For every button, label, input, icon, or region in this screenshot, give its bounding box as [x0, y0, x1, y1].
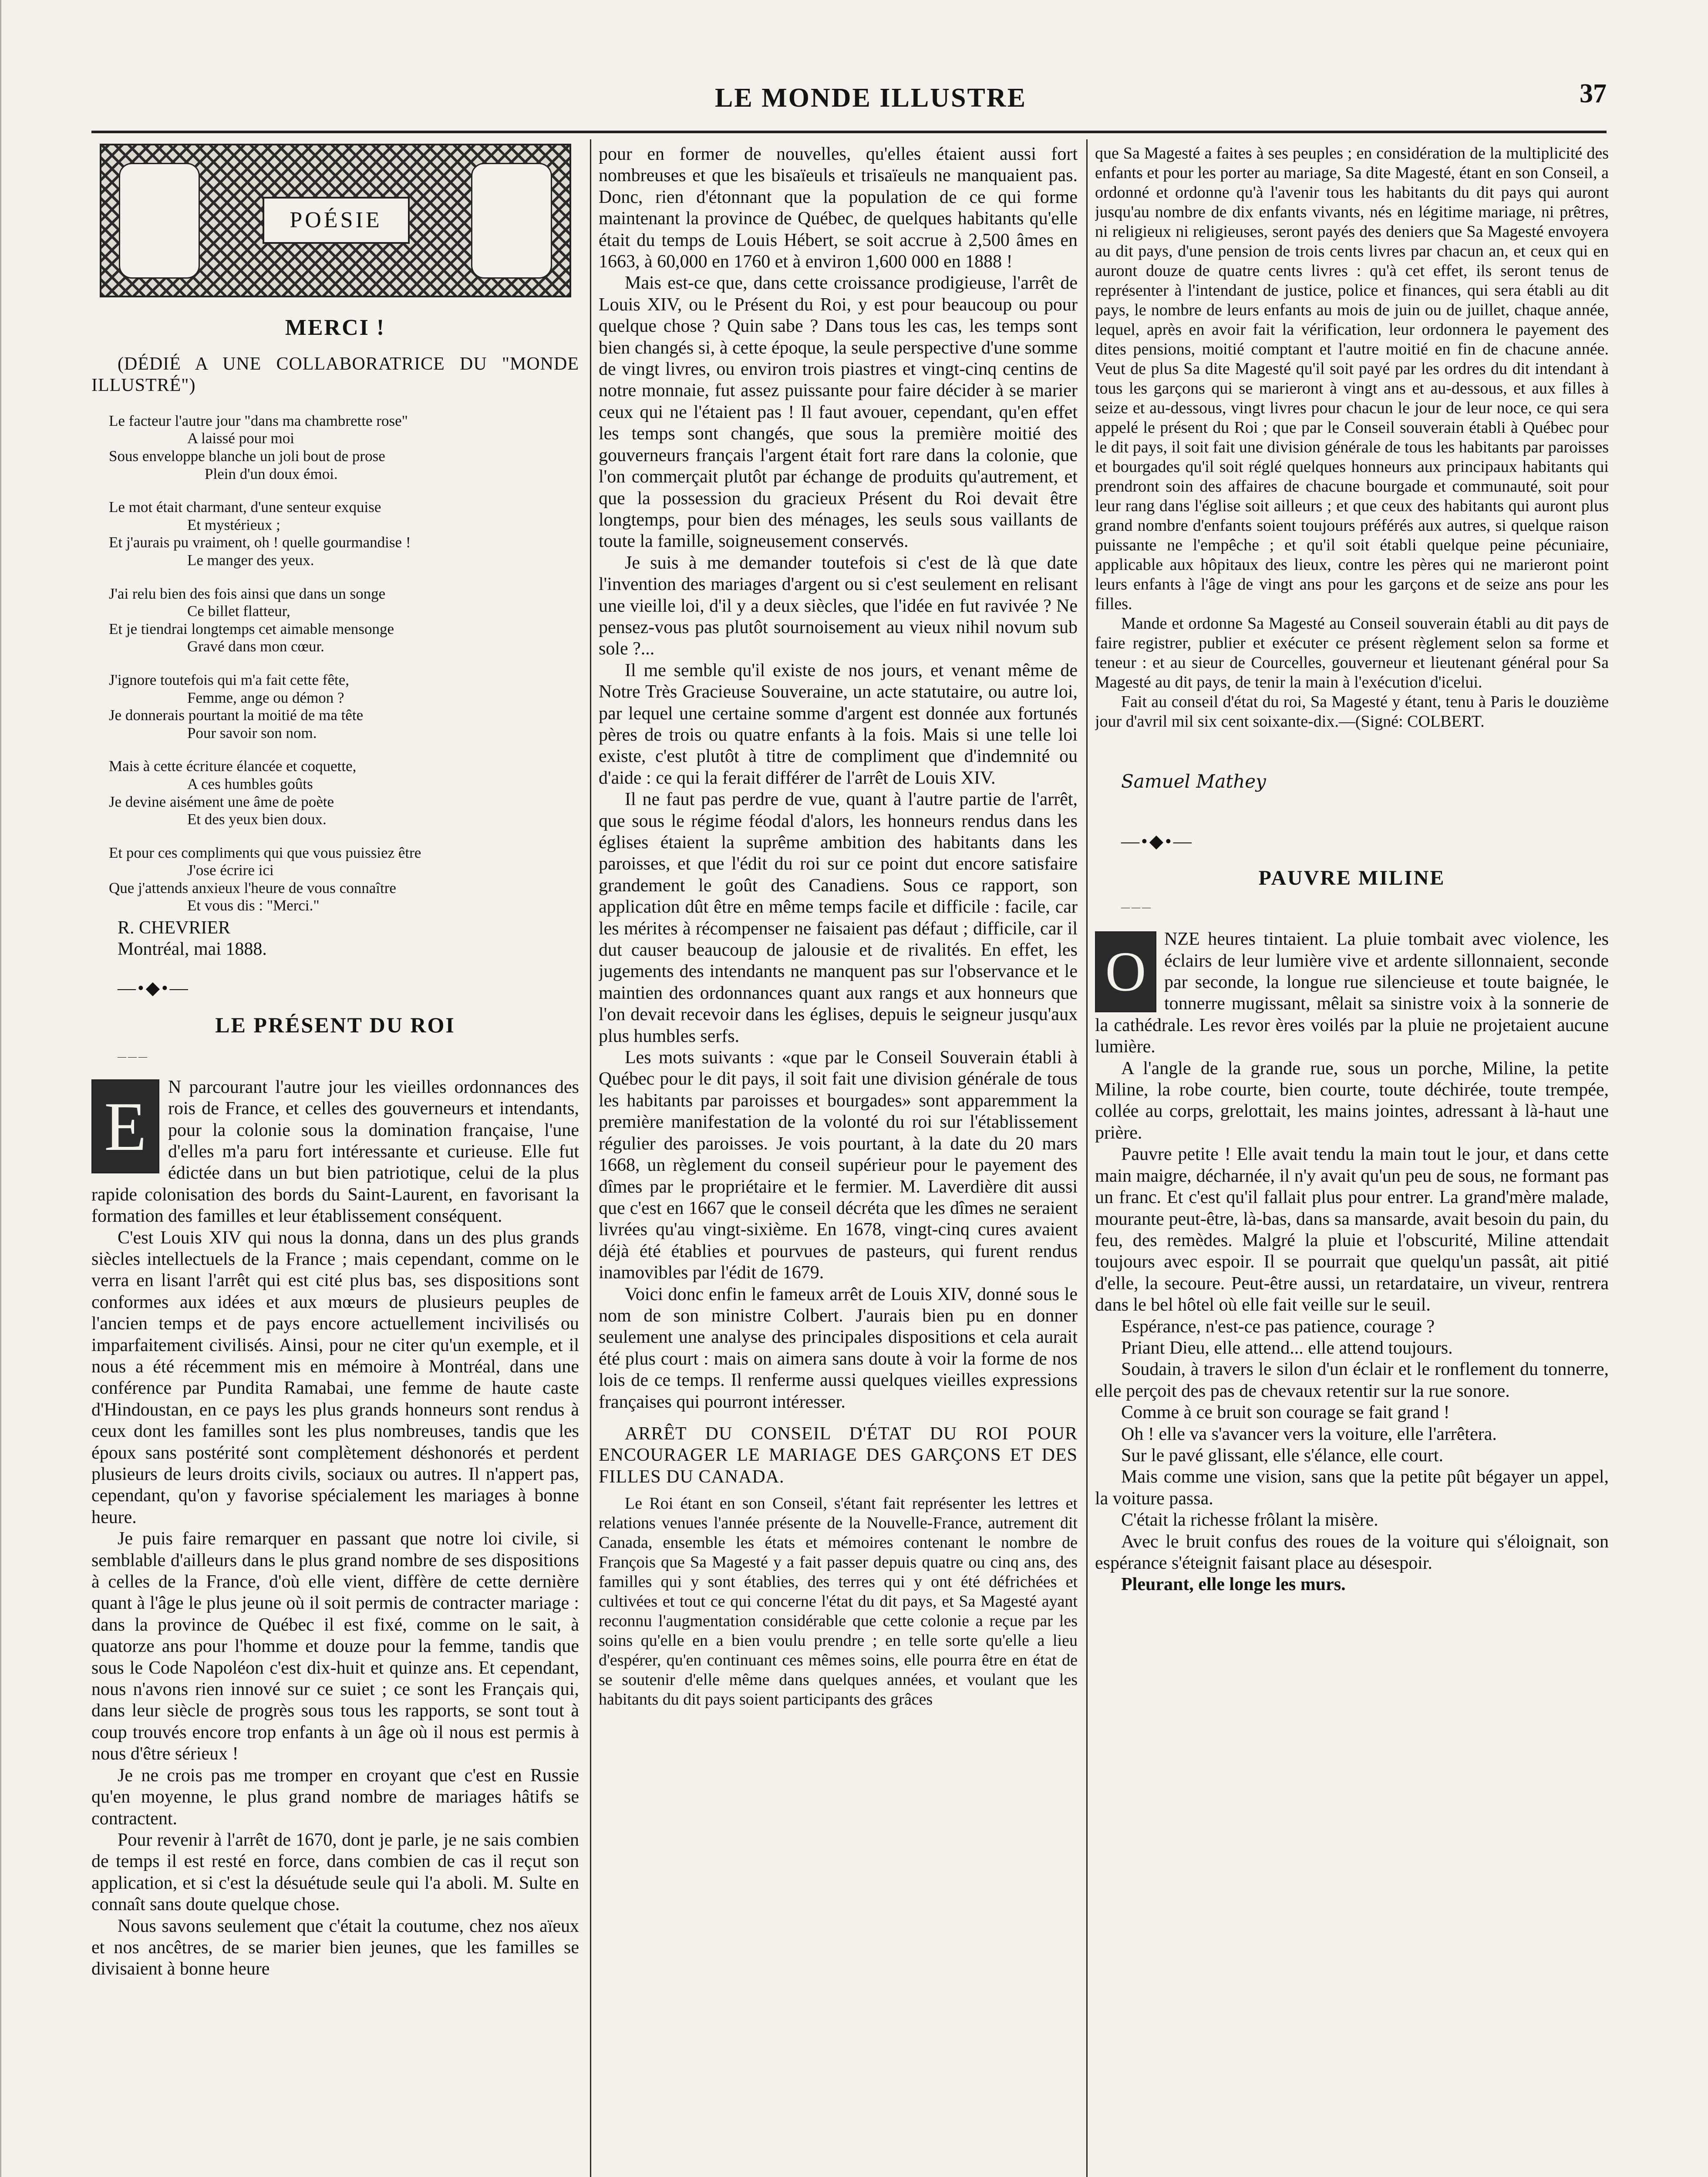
poesie-label: POÉSIE	[263, 197, 410, 244]
story-title: PAUVRE MILINE	[1258, 866, 1445, 890]
article-paragraph: Je suis à me demander toutefois si c'est de là que date l'invention des mariages d'argent ou si c'est seulement en relisant une vieille loi, d'il y a deux siècles, que l'idée en fut ravivée ? Ne pensez-vous pas plutôt sournoisement au vieux nihil novum sub sole ?...	[599, 553, 1078, 659]
story-paragraph: C'était la richesse frôlant la misère.	[1121, 1510, 1378, 1530]
header-rule	[91, 131, 1607, 133]
verse-line: A laissé pour moi	[187, 430, 294, 447]
article-paragraph: Les mots suivants : «que par le Conseil Souverain établi à Québec pour le dit pays, il soit fait une division générale de tous les habitants par paroisses et bourgades» sont apparemment la première manifestation de la volonté du roi sur l'établissement régulier des paroisses. Je vois pourtant, à la date du 20 mars 1668, un règlement du conseil supérieur pour le payement des dîmes par le propriétaire et le fermier. M. Laverdière dit aussi que c'est en 1667 que le conseil décréta que les dîmes ne seraient livrées qu'au vingt-sixième. En 1678, vingt-cinq cures avaient déjà été établies et pourvues de pasteurs, qui furent rendus inamovibles par l'édit de 1679.	[599, 1048, 1078, 1283]
verse-line: J'ignore toutefois qui m'a fait cette fête,	[109, 671, 350, 688]
arret-paragraph: Fait au conseil d'état du roi, Sa Magesté y étant, tenu à Paris le douzième jour d'avril mil six cent soixante-dix.—(Signé: COLBERT.	[1095, 693, 1609, 731]
verse-line: Pour savoir son nom.	[187, 724, 317, 741]
verse-line: Le facteur l'autre jour "dans ma chambrette rose"	[109, 412, 408, 429]
article-paragraph: Je puis faire remarquer en passant que notre loi civile, si semblable d'ailleurs dans le plus grand nombre de ses dispositions à celles de la France, d'où elle vient, diffère de cette dernière quant à l'âge le plus jeune où il soit permis de contracter mariage : dans la province de Québec il est fixé, comme on le sait, à quatorze ans pour l'homme et douze pour la femme, tandis que sous le Code Napoléon c'est dix-huit et quinze ans. Et cependant, nous n'avons rien innové sur ce suiet ; ce sont les Français qui, dans leur siècle de progrès sous tous les rapports, se sont tout à coup trouvés encore trop enfants à un âge où il nous est permis à nous d'être sérieux !	[91, 1529, 579, 1764]
lyre-figure-icon	[471, 163, 552, 279]
verse-line: A ces humbles goûts	[187, 775, 313, 792]
article-paragraph: Il ne faut pas perdre de vue, quant à l'autre partie de l'arrêt, que sous le régime féodal d'alors, les honneurs rendus dans les églises étaient la suprême ambition des habitants dans les paroisses, et que l'édit du roi sur ce point dut encore satisfaire grandement le goût des Canadiens. Sous ce rapport, son application dût être en même temps facile et difficile : facile, car les mérites à récompenser ne faisaient pas défaut ; difficile, car il dut causer beaucoup de jalousie et de rivalités. En effet, les jugements des intendants ne manquent pas sur l'observance et le maintien des ordonnances quant aux rangs et aux honneurs que l'on devait recevoir dans les églises, depuis le seigneur jusqu'aux plus humbles serfs.	[599, 789, 1078, 1046]
arret-paragraph: Le Roi étant en son Conseil, s'étant fait représenter les lettres et relations venues l'année présente de la Nouvelle-France, autrement dit Canada, ensemble les états et mémoires contenant le nombre de François que Sa Magesté y a fait passer depuis quatre ou cinq ans, des familles qui y sont établies, des terres qui y ont été défrichées et cultivées et tout ce qui concerne l'état du dit pays, et Sa Magesté ayant reconnu l'augmentation considérable que cette colonie a reçue par les soins qu'elle en a bien voulu prendre ; en telle sorte qu'elle a lieu d'espérer, qu'en continuant ces mêmes soins, elle pourra être en état de se soutenir d'elle même dans quelques années, et voulant que les habitants du dit pays soient participants des grâces	[599, 1494, 1078, 1709]
story-paragraph: A l'angle de la grande rue, sous un porche, Miline, la petite Miline, la robe courte, bien courte, toute déchirée, toute trempée, collée au corps, grelottait, les mains jointes, adressant à là-haut une prière.	[1095, 1058, 1609, 1143]
article-paragraph: N parcourant l'autre jour les vieilles ordonnances des rois de France, et celles des gouverneurs et intendants, pour la colonie sous la domination française, l'une d'elles m'a paru fort intéressante et curieuse. Elle fut édictée dans un but bien patriotique, celui de la plus rapide colonisation des bords du Saint-Laurent, en favorisant la formation des familles et leur établissement conséquent.	[91, 1077, 579, 1227]
verse-line: Plein d'un doux émoi.	[205, 465, 338, 482]
story-paragraph: Avec le bruit confus des roues de la voiture qui s'éloignait, son espérance s'éteignit faisant place au désespoir.	[1095, 1531, 1609, 1573]
verse-line: Femme, ange ou démon ?	[187, 689, 344, 706]
verse-line: Et mystérieux ;	[187, 516, 280, 533]
verse-line: Que j'attends anxieux l'heure de vous connaître	[109, 879, 396, 896]
article-title: LE PRÉSENT DU ROI	[215, 1013, 455, 1038]
story-paragraph: Mais comme une vision, sans que la petite pût bégayer un appel, la voiture passa.	[1095, 1467, 1609, 1509]
article-paragraph: C'est Louis XIV qui nous la donna, dans un des plus grands siècles intellectuels de la France ; mais cependant, comme on le verra en lisant l'arrêt qui est cité plus bas, ses dispositions sont conformes aux idées et aux mœurs de plusieurs peuples de l'ancien temps et de pays encore actuellement incivilisés ou imparfaitement civilisés. Ainsi, pour ne citer qu'un exemple, et il nous a été récemment mis en mémoire à Montréal, dans une conférence par Pundita Ramabai, une femme de haute caste d'Hindoustan, en ce pays les plus grands honneurs sont rendus à ceux dont les familles sont les plus nombreuses, tandis que les époux sans postérité sont complètement déshonorés et perdent plusieurs de leurs droits civils, sociaux ou autres. Il n'appert pas, cependant, qu'on y favorise spécialement les mariages à bonne heure.	[91, 1227, 579, 1527]
story-paragraph: Sur le pavé glissant, elle s'élance, elle court.	[1121, 1445, 1443, 1466]
verse-line: Et je tiendrai longtemps cet aimable mensonge	[109, 620, 394, 637]
page-number: 37	[1580, 79, 1607, 108]
dropcap-o: O	[1095, 931, 1156, 1012]
poem-dedication: (DÉDIÉ A UNE COLLABORATRICE DU "MONDE ILLUSTRÉ")	[91, 354, 579, 396]
arret-paragraph: que Sa Magesté a faites à ses peuples ; en considération de la multiplicité des enfants et pour les porter au mariage, Sa dite Magesté, étant en son Conseil, a ordonné et ordonne qu'à l'avenir tous les habitants du dit pays qui auront jusqu'au nombre de dix enfants vivants, nés en légitime mariage, ni prêtres, ni religieux ni religieuses, seront payés des deniers que Sa Magesté envoyera au dit pays, d'une pension de trois cents livres par chacun an, et ceux qui en auront douze de quatre cents livres : qu'à cet effet, ils seront tenus de représenter à l'intendant de justice, police et finances, qui sera établi au dit pays, le nombre de leurs enfants au mois de juin ou de juillet, chaque année, lequel, après en avoir fait la vérification, leur ordonnera le payement des dites pensions, moitié comptant et l'autre moitié en fin de chacune année. Veut de plus Sa dite Magesté qu'il soit payé par les ordres du dit intendant à tous les garçons qui se marieront à vingt ans et au-dessous, et aux filles à seize et au-dessous, vingt livres pour chacun le jour de leur noce, ce qui sera appelé le présent du Roi ; que par le Conseil souverain établi à Québec pour le dit pays, il soit fait une division générale de tous les habitants par paroisses et bourgades qu'il soit réglé quelques honneurs aux principaux habitants qui prendront soin des affaires de chacune bourgade et communauté, soit pour leur rang dans l'église soit ailleurs ; et que ceux des habitants qui auront plus grand nombre d'enfants soient toujours préférés aux autres, si quelque raison puissante ne l'empêche ; et qu'il soit établi quelque peine pécuniaire, applicable aux hôpitaux des lieux, contre les pères qui ne marieront point leurs enfants à l'âge de vingt ans pour les garçons et de seize ans pour les filles.	[1095, 144, 1609, 613]
story-paragraph: Espérance, n'est-ce pas patience, courage ?	[1121, 1316, 1435, 1337]
column-2	[599, 144, 1078, 2177]
story-paragraph: Pleurant, elle longe les murs.	[1121, 1574, 1346, 1595]
poem-title: MERCI !	[285, 315, 386, 340]
verse-line: Et j'aurais pu vraiment, oh ! quelle gourmandise !	[109, 534, 411, 551]
verse-line: Sous enveloppe blanche un joli bout de prose	[109, 448, 385, 465]
article-paragraph: pour en former de nouvelles, qu'elles étaient aussi fort nombreuses et que les bisaïeuls et trisaïeuls ne manquaient pas. Donc, rien d'étonnant que la population de ce qui forme maintenant la province de Québec, de quelques habitants qu'elle était du temps de Louis Hébert, se soit accrue à 2,500 âmes en 1663, à 60,000 en 1760 et à environ 1,600 000 en 1888 !	[599, 144, 1078, 272]
verse-line: Gravé dans mon cœur.	[187, 638, 324, 655]
story-paragraph: Priant Dieu, elle attend... elle attend toujours.	[1121, 1338, 1453, 1358]
page-header	[131, 74, 1607, 122]
stanza	[91, 412, 579, 483]
verse-line: J'ose écrire ici	[187, 862, 274, 879]
stanza	[91, 585, 579, 656]
arret-heading: ARRÊT DU CONSEIL D'ÉTAT DU ROI POUR ENCOURAGER LE MARIAGE DES GARÇONS ET DES FILLES DU CANADA.	[599, 1423, 1078, 1487]
handwritten-signature: Samuel Mathey	[1121, 771, 1266, 792]
arret-paragraph: Mande et ordonne Sa Magesté au Conseil souverain établi au dit pays de faire registrer, publier et exécuter ce présent règlement selon sa forme et teneur : et au sieur de Courcelles, gouverneur et lieutenant général pour Sa Magesté au dit pays, de tenir la main à l'exécution d'icelui.	[1095, 614, 1609, 691]
article-paragraph: Je ne crois pas me tromper en croyant que c'est en Russie qu'en moyenne, le plus grand nombre de mariages hâtifs se contractent.	[91, 1765, 579, 1829]
story-paragraph: Soudain, à travers le silon d'un éclair et le ronflement du tonnerre, elle perçoit des pas de chevaux retentir sur la rue sonore.	[1095, 1359, 1609, 1401]
poet-figure-icon	[119, 163, 200, 279]
arret-text-continued	[1095, 144, 1609, 731]
column-rule-1	[590, 139, 591, 2177]
verse-line: J'ai relu bien des fois ainsi que dans un songe	[109, 585, 386, 602]
article-paragraph: Nous savons seulement que c'était la coutume, chez nos aïeux et nos ancêtres, de se marier bien jeunes, que les familles se divisaient à bonne heure	[91, 1916, 579, 1979]
verse-line: Ce billet flatteur,	[187, 603, 290, 620]
article-paragraph: Mais est-ce que, dans cette croissance prodigieuse, l'arrêt de Louis XIV, ou le Présent du Roi, y est pour beaucoup ou pour quelque chose ? Quin sabe ? Dans tous les cas, les temps sont bien changés si, à cette époque, la seule perspective d'une somme de vingt livres, ou environ trois piastres et vingt-cinq centins de notre monnaie, fut assez puissante pour faire décider à se marier ceux qui ne l'étaient pas ! Il faut avouer, cependant, qu'en effet les temps sont changés, que sous la première moitié des gouverneurs français l'argent était fort rare dans la colonie, que l'on commerçait plutôt par échange de produits qu'autrement, et que la possession du gracieux Présent du Roi devait être longtemps, pour bien des ménages, les seuls sous vaillants de toute la famille, soigneusement conservés.	[599, 273, 1078, 552]
verse-line: Et pour ces compliments qui que vous puissiez être	[109, 844, 421, 861]
arret-text	[599, 1494, 1078, 1709]
column-1	[91, 144, 579, 2177]
verse-line: Le mot était charmant, d'une senteur exquise	[109, 499, 381, 516]
verse-line: Et vous dis : "Merci."	[187, 897, 320, 914]
story-paragraph: Pauvre petite ! Elle avait tendu la main tout le jour, et dans cette main maigre, décharnée, il n'y avait qu'un peu de sous, ne formant pas un franc. Et c'est qu'il fallait plus pour entrer. La grand'mère malade, mourante peut-être, là-bas, dans sa mansarde, avait besoin du pain, du feu, des remèdes. Malgré la pluie et l'obscurité, Miline attendait toujours avec espoir. Il se pourrait que quelqu'un passât, ait pitié d'elle, la secoure. Peut-être aussi, un retardataire, un viveur, rentrera dans le bel hôtel où elle fait veille sur le seuil.	[1095, 1144, 1609, 1315]
poesie-banner	[100, 144, 571, 297]
verse-line: Le manger des yeux.	[187, 551, 314, 569]
story-paragraph: Comme à ce bruit son courage se fait grand !	[1121, 1402, 1450, 1423]
poem-verses	[91, 412, 579, 915]
story-paragraph: NZE heures tintaient. La pluie tombait avec violence, les éclairs de leur lumière vive et ardente sillonnaient, seconde par seconde, la longue rue silencieuse et toute baignée, le tonnerre mugissant, mêlait sa sinistre voix à la sonnerie de la cathédrale. Les revor ères voilés par la pluie ne projetaient aucune lumière.	[1095, 929, 1609, 1057]
article-paragraph: Pour revenir à l'arrêt de 1670, dont je parle, je ne sais combien de temps il est resté en force, dans combien de cas il reçut son application, et si c'est la désuétude seule qui l'a aboli. M. Sulte en connaît sans doute quelque chose.	[91, 1830, 579, 1915]
verse-line: Mais à cette écriture élancée et coquette,	[109, 758, 357, 775]
stanza	[91, 499, 579, 569]
title-underline: ———	[1121, 902, 1152, 912]
scan-margin-edge	[0, 0, 9, 2177]
verse-line: Et des yeux bien doux.	[187, 811, 327, 828]
title-underline: ———	[118, 1052, 149, 1062]
poem-signature: R. CHEVRIER	[118, 918, 231, 938]
verse-line: Je donnerais pourtant la moitié de ma tête	[109, 707, 364, 724]
poem-dateline: Montréal, mai 1888.	[118, 939, 267, 960]
stanza	[91, 844, 579, 915]
verse-line: Je devine aisément une âme de poète	[109, 793, 334, 810]
masthead: LE MONDE ILLUSTRE	[715, 83, 1027, 113]
ornament-divider: —•◆•—	[1121, 832, 1193, 852]
stanza	[91, 758, 579, 828]
stanza	[91, 671, 579, 742]
article-paragraph: Voici donc enfin le fameux arrêt de Louis XIV, donné sous le nom de son ministre Colbert. J'aurais bien pu en donner seulement une analyse des principales dispositions et cela aurait été plus court : mais on aimera sans doute à voir la forme de nos lois de ce temps. Il renferme aussi quelques vieilles expressions françaises qui pourront intéresser.	[599, 1284, 1078, 1412]
column-rule-2	[1086, 139, 1088, 2177]
dropcap-e: E	[91, 1079, 159, 1173]
column-3	[1095, 144, 1609, 2177]
article-paragraph: Il me semble qu'il existe de nos jours, et venant même de Notre Très Gracieuse Souveraine, un acte statutaire, ou autre loi, par lequel une certaine somme d'argent est donnée aux fortunés pères de trois ou quatre enfants à la fois. Mais si une telle loi existe, c'est plutôt à titre de compliment que d'indemnité ou d'aide : ce qui la ferait différer de l'arrêt de Louis XIV.	[599, 660, 1078, 788]
ornament-divider: —•◆•—	[118, 978, 190, 998]
story-paragraph: Oh ! elle va s'avancer vers la voiture, elle l'arrêtera.	[1121, 1424, 1497, 1444]
